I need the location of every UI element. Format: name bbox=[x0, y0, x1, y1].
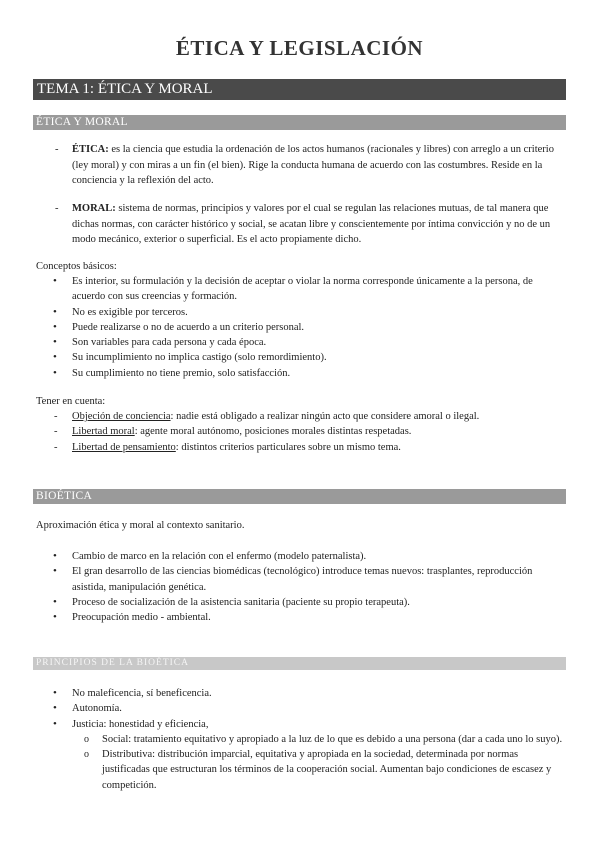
list-item: • Preocupación medio - ambiental. bbox=[52, 610, 564, 625]
dash-marker: - bbox=[55, 144, 59, 155]
definition-etica-label: ÉTICA: bbox=[72, 144, 109, 155]
list-item: • No es exigible por terceros. bbox=[52, 305, 564, 320]
definition-moral bbox=[55, 201, 565, 248]
section-heading-principios: PRINCIPIOS DE LA BIOÉTICA bbox=[33, 657, 566, 670]
conceptos-list bbox=[52, 274, 564, 381]
dash-marker: - bbox=[54, 411, 58, 422]
tener-list bbox=[52, 409, 564, 455]
list-item: • Cambio de marco en la relación con el enfermo (modelo paternalista). bbox=[52, 549, 564, 564]
bullet-marker: • bbox=[53, 565, 57, 578]
bullet-marker: • bbox=[53, 611, 57, 624]
list-item: • Proceso de socialización de la asistencia sanitaria (paciente su propio terapeuta). bbox=[52, 595, 564, 610]
bullet-marker: • bbox=[53, 702, 57, 715]
list-item: • Puede realizarse o no de acuerdo a un criterio personal. bbox=[52, 320, 564, 335]
bullet-marker: • bbox=[53, 550, 57, 562]
section-heading-bioetica: BIOÉTICA bbox=[33, 489, 566, 504]
definition-etica bbox=[55, 142, 565, 189]
list-item: o Social: tratamiento equitativo y apropiado a la luz de lo que es debido a una persona (dar a cada uno lo suyo). bbox=[72, 732, 564, 747]
bullet-marker: • bbox=[53, 351, 57, 364]
dash-marker: - bbox=[55, 203, 59, 214]
list-item: - Objeción de conciencia: nadie está obligado a realizar ningún acto que considere amoral o ilegal. bbox=[52, 409, 564, 424]
tema-heading: TEMA 1: ÉTICA Y MORAL bbox=[33, 79, 566, 100]
definition-etica-body: es la ciencia que estudia la ordenación de los actos humanos (racionales y libres) con arreglo a un criterio (ley moral) y con miras a un fin (el bien). Rige la conducta humana de acuerdo con las costumbres. Reside en la conciencia y la reflexión del acto. bbox=[72, 144, 554, 186]
circle-bullet-marker: o bbox=[84, 733, 89, 745]
list-item: o Distributiva: distribución imparcial, equitativa y apropiada en la sociedad, determinada por normas justificadas que estructuran los términos de la cooperación social. Aumentan bajo condiciones de escasez y competición. bbox=[84, 749, 552, 791]
bullet-marker: • bbox=[53, 687, 57, 699]
bullet-marker: • bbox=[53, 366, 57, 379]
document-title: ÉTICA Y LEGISLACIÓN bbox=[175, 36, 424, 60]
bullet-marker: • bbox=[53, 595, 57, 608]
definition-etica-text bbox=[72, 142, 565, 189]
justicia-sublist bbox=[72, 732, 564, 793]
list-item: • El gran desarrollo de las ciencias biomédicas (tecnológico) introduce temas nuevos: trasplantes, reproducción asistida, manipulación genética. bbox=[53, 565, 533, 593]
bullet-marker: • bbox=[53, 336, 57, 349]
bullet-marker: • bbox=[53, 305, 57, 318]
list-item: - Libertad moral: agente moral autónomo, posiciones morales distintas respetadas. bbox=[52, 424, 564, 439]
list-item: • Justicia: honestidad y eficiencia, o Social: tratamiento equitativo y apropiado a la luz de lo que es debido a una persona (dar a cada uno lo suyo). o Distributiva: distribución imparcial, equitativa y apropiada en la sociedad, determinada por normas justificadas que estructuran los términos de la cooperación social. Aumentan bajo condiciones de escasez y competición. bbox=[52, 717, 564, 793]
list-item: • Es interior, su formulación y la decisión de aceptar o violar la norma corresponde únicamente a la persona, de acuerdo con sus creencias y formación. bbox=[53, 275, 533, 303]
bioetica-intro: Aproximación ética y moral al contexto sanitario. bbox=[36, 520, 245, 531]
conceptos-title: Conceptos básicos: bbox=[36, 261, 117, 272]
bullet-marker: • bbox=[53, 275, 57, 287]
definition-moral-label: MORAL: bbox=[72, 203, 116, 214]
definition-moral-body: sistema de normas, principios y valores por el cual se regulan las relaciones mutuas, de tal manera que dichas normas, con carácter histórico y social, se acatan libre y conscientemente por íntima convicción y no de un modo mecánico, exterior o superficial. Es el acto propiamente dicho. bbox=[72, 203, 551, 245]
bullet-marker: • bbox=[53, 717, 57, 730]
list-item: • Autonomía. bbox=[52, 701, 564, 716]
list-item: • Su incumplimiento no implica castigo (solo remordimiento). bbox=[52, 350, 564, 365]
section-heading-etica-moral: ÉTICA Y MORAL bbox=[33, 115, 566, 130]
bioetica-list bbox=[52, 549, 564, 625]
circle-bullet-marker: o bbox=[84, 749, 89, 761]
dash-marker: - bbox=[54, 426, 58, 438]
tener-title: Tener en cuenta: bbox=[36, 396, 106, 407]
dash-marker: - bbox=[54, 441, 58, 453]
principios-list bbox=[52, 686, 564, 793]
bullet-marker: • bbox=[53, 320, 57, 333]
list-item: • No maleficencia, sí beneficencia. bbox=[52, 686, 564, 701]
list-item: - Libertad de pensamiento: distintos criterios particulares sobre un mismo tema. bbox=[52, 440, 564, 455]
definition-moral-text bbox=[72, 201, 565, 248]
list-item: • Su cumplimiento no tiene premio, solo satisfacción. bbox=[52, 366, 564, 381]
list-item: • Son variables para cada persona y cada época. bbox=[52, 335, 564, 350]
